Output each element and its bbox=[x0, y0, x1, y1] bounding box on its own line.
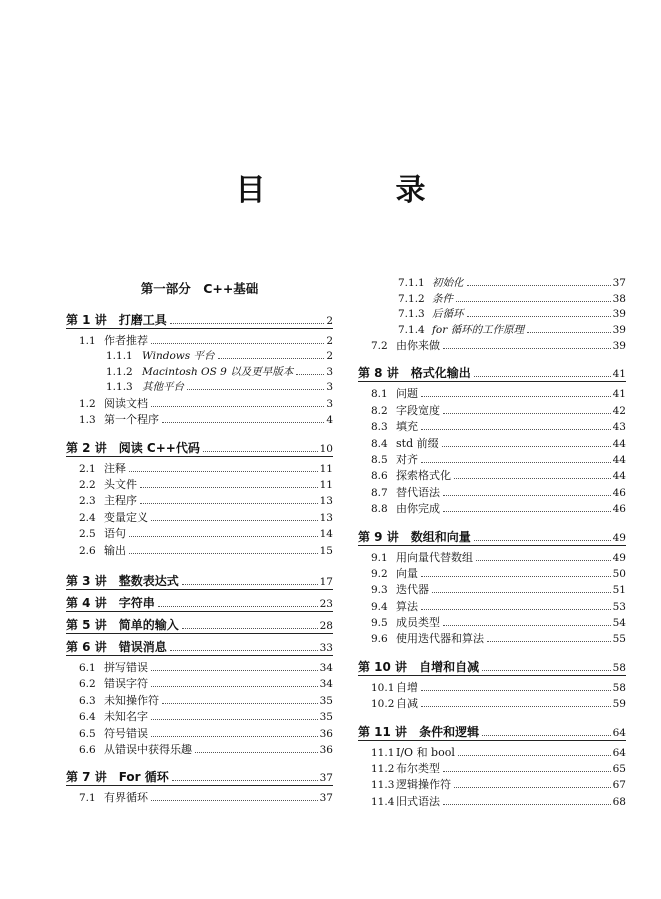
section-number: 11.3 bbox=[371, 779, 395, 792]
subsection-number: 1.1.3 bbox=[106, 381, 133, 394]
leader-dots bbox=[129, 553, 318, 554]
subsection-number: 1.1.1 bbox=[106, 350, 133, 363]
page-number: 44 bbox=[612, 437, 626, 450]
page-number: 46 bbox=[612, 503, 626, 516]
page-number: 41 bbox=[612, 388, 626, 401]
section-title: 逻辑操作符 bbox=[396, 778, 451, 792]
leader-dots bbox=[443, 625, 611, 626]
toc-lecture[interactable] bbox=[66, 594, 333, 612]
leader-dots bbox=[421, 396, 611, 397]
section-title: 头文件 bbox=[104, 478, 137, 492]
section-title: 未知名字 bbox=[104, 710, 148, 724]
section-title: 从错误中获得乐趣 bbox=[104, 742, 192, 756]
toc-subsection[interactable] bbox=[358, 323, 626, 339]
page-number: 65 bbox=[612, 763, 626, 776]
toc-subsection[interactable] bbox=[358, 307, 626, 323]
section-title: 探索格式化 bbox=[396, 469, 451, 483]
toc-section[interactable] bbox=[66, 726, 333, 742]
toc-subsection[interactable] bbox=[358, 276, 626, 292]
part-title: 第一部分 C++基础 bbox=[140, 281, 259, 296]
lecture-title: 条件和逻辑 bbox=[419, 724, 480, 739]
section-title: 算法 bbox=[396, 599, 418, 613]
toc-section[interactable] bbox=[358, 386, 626, 402]
section-number: 8.7 bbox=[371, 486, 388, 499]
toc-section[interactable] bbox=[66, 526, 333, 542]
toc-section[interactable] bbox=[66, 660, 333, 676]
toc-section[interactable] bbox=[358, 696, 626, 712]
section-title: 迭代器 bbox=[396, 583, 429, 597]
section-number: 9.2 bbox=[371, 567, 388, 580]
section-number: 9.3 bbox=[371, 584, 388, 597]
section-title: 由你来做 bbox=[396, 339, 440, 352]
page-number: 50 bbox=[612, 567, 626, 580]
leader-dots bbox=[182, 628, 318, 629]
lecture-title: 错误消息 bbox=[118, 640, 167, 655]
lecture-number: 第 8 讲 bbox=[358, 366, 399, 381]
page-number: 10 bbox=[319, 442, 333, 455]
section-title: I/O 和 bool bbox=[396, 745, 455, 759]
leader-dots bbox=[443, 495, 611, 496]
section-number: 8.4 bbox=[371, 437, 388, 450]
page-number: 58 bbox=[612, 661, 626, 674]
page-number: 49 bbox=[612, 551, 626, 564]
page-number: 39 bbox=[612, 340, 626, 352]
page-number: 41 bbox=[612, 368, 626, 381]
toc-section[interactable] bbox=[358, 777, 626, 793]
page-number: 44 bbox=[612, 470, 626, 483]
subsection-title: 初始化 bbox=[432, 277, 464, 289]
leader-dots bbox=[421, 429, 611, 430]
lecture-number: 第 4 讲 bbox=[66, 596, 107, 611]
subsection-number: 7.1.4 bbox=[398, 323, 425, 336]
lecture-title: 简单的输入 bbox=[118, 618, 179, 633]
section-number: 6.3 bbox=[79, 694, 96, 707]
page-number: 36 bbox=[319, 743, 333, 756]
section-number: 7.1 bbox=[79, 792, 96, 805]
page-number: 37 bbox=[319, 792, 333, 805]
section-title: 有界循环 bbox=[104, 791, 148, 805]
leader-dots bbox=[151, 736, 318, 737]
toc-section[interactable] bbox=[358, 566, 626, 582]
page-number: 59 bbox=[612, 698, 626, 711]
section-title: 自增 bbox=[396, 680, 418, 694]
leader-dots bbox=[443, 348, 611, 349]
leader-dots bbox=[454, 787, 611, 788]
toc-section[interactable] bbox=[358, 680, 626, 696]
toc-section[interactable] bbox=[66, 412, 333, 428]
subsection-title: 后循环 bbox=[432, 308, 464, 320]
section-number: 2.2 bbox=[79, 479, 96, 492]
leader-dots bbox=[443, 511, 611, 512]
lecture-number: 第 1 讲 bbox=[66, 313, 107, 327]
section-title: 由你完成 bbox=[396, 502, 440, 516]
toc-section[interactable] bbox=[358, 631, 626, 647]
section-title: 主程序 bbox=[104, 494, 137, 508]
page-title: 目 录 bbox=[235, 173, 476, 208]
leader-dots bbox=[421, 690, 611, 691]
section-title: 成员类型 bbox=[396, 616, 440, 630]
leader-dots bbox=[456, 301, 611, 302]
toc-right-column bbox=[358, 276, 626, 810]
leader-dots bbox=[151, 343, 324, 344]
page-number: 11 bbox=[319, 479, 333, 492]
page-number: 34 bbox=[319, 678, 333, 691]
page-number: 35 bbox=[319, 694, 333, 707]
leader-dots bbox=[170, 323, 325, 324]
section-number: 6.1 bbox=[79, 662, 96, 675]
section-title: 输出 bbox=[104, 543, 126, 557]
toc-lecture[interactable] bbox=[66, 439, 333, 457]
leader-dots bbox=[151, 670, 318, 671]
leader-dots bbox=[170, 650, 318, 651]
lecture-title: For 循环 bbox=[118, 770, 169, 785]
leader-dots bbox=[172, 780, 318, 781]
section-title: 拼写错误 bbox=[104, 661, 148, 675]
section-number: 8.5 bbox=[371, 453, 388, 466]
subsection-number: 7.1.1 bbox=[398, 277, 425, 289]
toc-section[interactable] bbox=[358, 615, 626, 631]
page-number: 44 bbox=[612, 453, 626, 466]
toc-section[interactable] bbox=[66, 543, 333, 559]
section-number: 9.6 bbox=[371, 633, 388, 646]
leader-dots bbox=[162, 703, 318, 704]
section-number: 9.5 bbox=[371, 617, 388, 630]
leader-dots bbox=[421, 576, 611, 577]
toc-section[interactable] bbox=[66, 477, 333, 493]
page-number: 67 bbox=[612, 779, 626, 792]
leader-dots bbox=[203, 451, 318, 452]
lecture-title: 整数表达式 bbox=[118, 574, 179, 589]
lecture-number: 第 11 讲 bbox=[358, 724, 408, 739]
section-number: 8.6 bbox=[371, 470, 388, 483]
lecture-number: 第 7 讲 bbox=[66, 770, 107, 785]
lecture-title: 格式化输出 bbox=[410, 366, 471, 381]
section-title: 语句 bbox=[104, 527, 126, 541]
section-number: 1.3 bbox=[79, 414, 96, 427]
lecture-number: 第 5 讲 bbox=[66, 618, 107, 633]
toc-left-column bbox=[66, 280, 333, 807]
section-number: 2.1 bbox=[79, 462, 96, 475]
page-number: 17 bbox=[319, 576, 333, 589]
page-number: 43 bbox=[612, 421, 626, 434]
page-number: 37 bbox=[612, 277, 626, 289]
section-number: 2.3 bbox=[79, 495, 96, 508]
lecture-title: 字符串 bbox=[118, 596, 155, 611]
leader-dots bbox=[474, 540, 611, 541]
section-number: 11.1 bbox=[371, 746, 395, 759]
toc-section[interactable] bbox=[358, 338, 626, 354]
leader-dots bbox=[443, 413, 611, 414]
toc-section[interactable] bbox=[358, 403, 626, 419]
leader-dots bbox=[151, 719, 318, 720]
section-title: 旧式语法 bbox=[396, 794, 440, 808]
page-number: 15 bbox=[319, 544, 333, 557]
section-title: 符号错误 bbox=[104, 726, 148, 740]
leader-dots bbox=[296, 374, 324, 375]
toc-lecture[interactable] bbox=[66, 311, 333, 329]
toc-section[interactable] bbox=[358, 745, 626, 761]
leader-dots bbox=[467, 285, 611, 286]
leader-dots bbox=[218, 358, 325, 359]
toc-section[interactable] bbox=[358, 436, 626, 452]
leader-dots bbox=[195, 752, 318, 753]
toc-subsection[interactable] bbox=[358, 292, 626, 308]
page-number: 13 bbox=[319, 495, 333, 508]
lecture-title: 阅读 C++代码 bbox=[118, 440, 200, 455]
section-title: 第一个程序 bbox=[104, 413, 159, 427]
lecture-title: 打磨工具 bbox=[118, 313, 167, 327]
page-number: 23 bbox=[319, 598, 333, 611]
toc-subsection[interactable] bbox=[66, 349, 333, 365]
page-number: 36 bbox=[319, 727, 333, 740]
page-number: 68 bbox=[612, 795, 626, 808]
section-title: 布尔类型 bbox=[396, 762, 440, 776]
section-title: 变量定义 bbox=[104, 510, 148, 524]
lecture-title: 自增和自减 bbox=[419, 659, 480, 674]
page-number: 37 bbox=[319, 772, 333, 785]
leader-dots bbox=[442, 446, 611, 447]
lecture-number: 第 2 讲 bbox=[66, 440, 107, 455]
toc-section[interactable] bbox=[358, 761, 626, 777]
section-title: 未知操作符 bbox=[104, 693, 159, 707]
toc-lecture[interactable] bbox=[358, 658, 626, 676]
toc-section[interactable] bbox=[358, 452, 626, 468]
section-title: 问题 bbox=[396, 387, 418, 401]
leader-dots bbox=[458, 755, 611, 756]
toc-section[interactable] bbox=[358, 485, 626, 501]
page-number: 54 bbox=[612, 617, 626, 630]
toc-section[interactable] bbox=[66, 333, 333, 349]
section-title: 错误字符 bbox=[104, 677, 148, 691]
leader-dots bbox=[476, 560, 611, 561]
section-title: 阅读文档 bbox=[104, 396, 148, 410]
page-number: 4 bbox=[326, 414, 333, 427]
subsection-title: 其他平台 bbox=[142, 381, 184, 394]
toc-section[interactable] bbox=[358, 582, 626, 598]
toc-lecture[interactable] bbox=[66, 616, 333, 634]
section-number: 11.4 bbox=[371, 795, 395, 808]
leader-dots bbox=[421, 609, 611, 610]
page-number: 49 bbox=[612, 531, 626, 544]
leader-dots bbox=[140, 503, 318, 504]
toc-section[interactable] bbox=[358, 419, 626, 435]
leader-dots bbox=[162, 422, 324, 423]
page-number: 14 bbox=[319, 528, 333, 541]
leader-dots bbox=[187, 389, 324, 390]
page-number: 55 bbox=[612, 633, 626, 646]
section-number: 9.4 bbox=[371, 600, 388, 613]
toc-section[interactable] bbox=[358, 599, 626, 615]
leader-dots bbox=[151, 406, 324, 407]
section-number: 1.1 bbox=[79, 335, 96, 347]
page-number: 58 bbox=[612, 681, 626, 694]
leader-dots bbox=[182, 584, 318, 585]
section-number: 8.1 bbox=[371, 388, 388, 401]
section-number: 10.2 bbox=[371, 698, 395, 711]
toc-subsection[interactable] bbox=[66, 365, 333, 381]
leader-dots bbox=[474, 376, 611, 377]
section-number: 8.8 bbox=[371, 503, 388, 516]
section-number: 11.2 bbox=[371, 763, 395, 776]
leader-dots bbox=[129, 536, 318, 537]
toc-section[interactable] bbox=[66, 461, 333, 477]
leader-dots bbox=[482, 735, 611, 736]
page-number: 35 bbox=[319, 711, 333, 724]
subsection-title: Macintosh OS 9 以及更早版本 bbox=[142, 365, 294, 378]
section-title: 替代语法 bbox=[396, 485, 440, 499]
toc-section[interactable] bbox=[358, 794, 626, 810]
section-number: 6.4 bbox=[79, 711, 96, 724]
section-title: 使用迭代器和算法 bbox=[396, 632, 484, 646]
lecture-number: 第 3 讲 bbox=[66, 574, 107, 589]
page-number: 3 bbox=[326, 397, 333, 410]
section-number: 2.4 bbox=[79, 511, 96, 524]
toc-lecture[interactable] bbox=[66, 768, 333, 786]
subsection-title: for 循环的工作原理 bbox=[432, 323, 525, 336]
page-number: 3 bbox=[326, 381, 333, 394]
subsection-title: 条件 bbox=[432, 292, 453, 305]
page-number: 64 bbox=[612, 726, 626, 739]
section-title: 自减 bbox=[396, 697, 418, 711]
page-number: 28 bbox=[319, 620, 333, 633]
toc-section[interactable] bbox=[66, 396, 333, 412]
lecture-number: 第 6 讲 bbox=[66, 640, 107, 655]
page-number: 39 bbox=[612, 308, 626, 320]
page-number: 33 bbox=[319, 642, 333, 655]
leader-dots bbox=[421, 462, 611, 463]
section-number: 8.2 bbox=[371, 404, 388, 417]
leader-dots bbox=[432, 592, 611, 593]
page-number: 46 bbox=[612, 486, 626, 499]
section-number: 6.6 bbox=[79, 743, 96, 756]
leader-dots bbox=[129, 471, 318, 472]
lecture-number: 第 10 讲 bbox=[358, 659, 408, 674]
toc-section[interactable] bbox=[66, 742, 333, 758]
toc-section[interactable] bbox=[358, 550, 626, 566]
page-number: 3 bbox=[326, 365, 333, 378]
section-number: 2.6 bbox=[79, 544, 96, 557]
leader-dots bbox=[487, 641, 611, 642]
toc-section[interactable] bbox=[66, 676, 333, 692]
leader-dots bbox=[158, 606, 318, 607]
section-number: 7.2 bbox=[371, 340, 388, 352]
toc-section[interactable] bbox=[358, 468, 626, 484]
leader-dots bbox=[527, 332, 611, 333]
section-title: 作者推荐 bbox=[104, 334, 148, 347]
leader-dots bbox=[443, 804, 611, 805]
page-number: 2 bbox=[326, 315, 333, 327]
page-number: 42 bbox=[612, 404, 626, 417]
leader-dots bbox=[482, 670, 611, 671]
page-number: 2 bbox=[326, 350, 333, 363]
leader-dots bbox=[151, 800, 318, 801]
subsection-number: 7.1.3 bbox=[398, 308, 425, 320]
section-title: 向量 bbox=[396, 566, 418, 580]
section-title: std 前缀 bbox=[396, 436, 439, 450]
page-number: 11 bbox=[319, 462, 333, 475]
leader-dots bbox=[140, 487, 318, 488]
section-number: 6.5 bbox=[79, 727, 96, 740]
toc-section[interactable] bbox=[66, 709, 333, 725]
toc-subsection[interactable] bbox=[66, 380, 333, 396]
page-number: 39 bbox=[612, 323, 626, 336]
toc-section[interactable] bbox=[66, 693, 333, 709]
subsection-number: 1.1.2 bbox=[106, 365, 133, 378]
toc-section[interactable] bbox=[66, 790, 333, 806]
leader-dots bbox=[151, 686, 318, 687]
toc-lecture[interactable] bbox=[358, 723, 626, 741]
toc-section[interactable] bbox=[66, 510, 333, 526]
lecture-title: 数组和向量 bbox=[410, 529, 471, 544]
toc-lecture[interactable] bbox=[358, 364, 626, 382]
section-title: 注释 bbox=[104, 461, 126, 475]
section-title: 用向量代替数组 bbox=[396, 550, 473, 564]
leader-dots bbox=[467, 316, 611, 317]
section-title: 填充 bbox=[396, 420, 418, 434]
page-number: 38 bbox=[612, 292, 626, 305]
toc-lecture[interactable] bbox=[66, 638, 333, 656]
subsection-number: 7.1.2 bbox=[398, 292, 425, 305]
page-number: 51 bbox=[612, 584, 626, 597]
section-number: 8.3 bbox=[371, 421, 388, 434]
page-number: 2 bbox=[326, 335, 333, 347]
section-number: 1.2 bbox=[79, 397, 96, 410]
leader-dots bbox=[421, 706, 611, 707]
leader-dots bbox=[443, 771, 611, 772]
section-title: 对齐 bbox=[396, 452, 418, 466]
page-number: 13 bbox=[319, 511, 333, 524]
leader-dots bbox=[151, 520, 318, 521]
page-number: 64 bbox=[612, 746, 626, 759]
toc-lecture[interactable] bbox=[66, 572, 333, 590]
subsection-title: Windows 平台 bbox=[142, 350, 215, 363]
toc-section[interactable] bbox=[66, 493, 333, 509]
section-title: 字段宽度 bbox=[396, 403, 440, 417]
section-number: 2.5 bbox=[79, 528, 96, 541]
section-number: 6.2 bbox=[79, 678, 96, 691]
toc-lecture[interactable] bbox=[358, 528, 626, 546]
page-number: 53 bbox=[612, 600, 626, 613]
section-number: 9.1 bbox=[371, 551, 388, 564]
leader-dots bbox=[454, 478, 611, 479]
toc-section[interactable] bbox=[358, 501, 626, 517]
section-number: 10.1 bbox=[371, 681, 395, 694]
lecture-number: 第 9 讲 bbox=[358, 529, 399, 544]
page-number: 34 bbox=[319, 662, 333, 675]
